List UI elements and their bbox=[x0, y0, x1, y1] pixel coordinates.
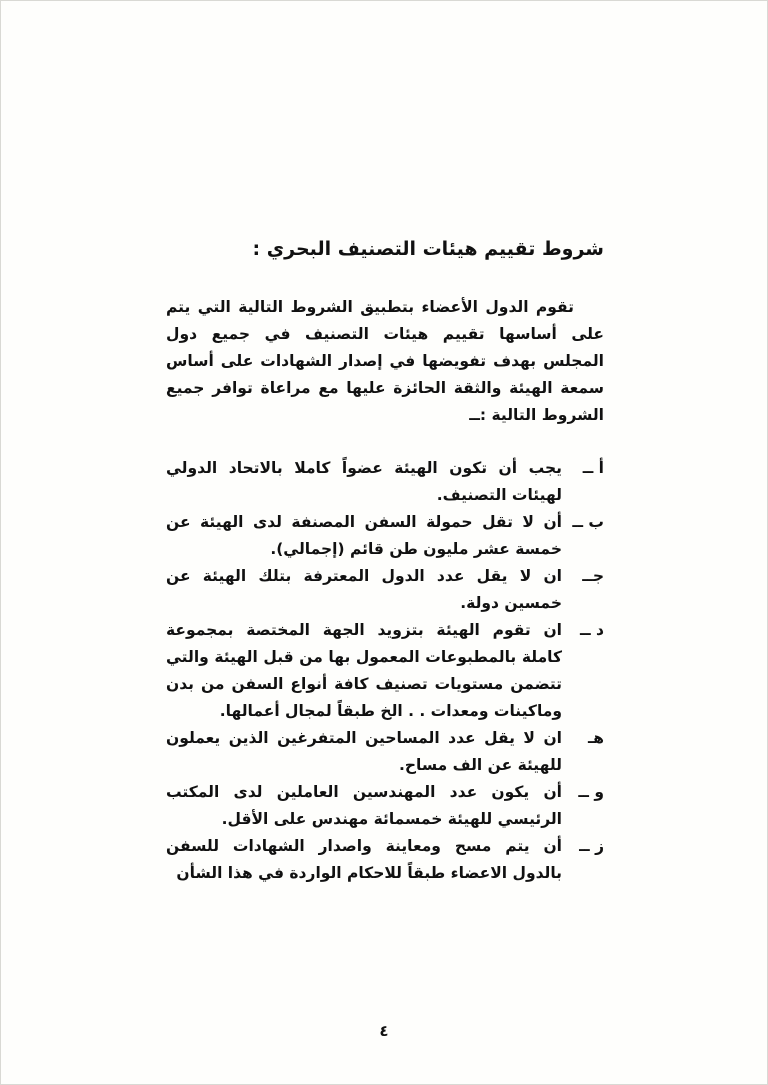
conditions-list bbox=[166, 455, 604, 887]
list-item bbox=[166, 617, 604, 725]
item-text: يجب أن تكون الهيئة عضواً كاملا بالاتحاد الدولي لهيئات التصنيف. bbox=[166, 459, 562, 504]
list-item bbox=[166, 509, 604, 563]
item-label: د ــ bbox=[580, 621, 604, 639]
list-item bbox=[166, 833, 604, 887]
item-label: ب ــ bbox=[572, 513, 604, 531]
item-label: أ ــ bbox=[582, 459, 604, 477]
item-label: هـ bbox=[587, 729, 604, 747]
list-item bbox=[166, 455, 604, 509]
item-text: أن لا تقل حمولة السفن المصنفة لدى الهيئة عن خمسة عشر مليون طن قائم (إجمالي). bbox=[166, 513, 562, 558]
page-content bbox=[166, 238, 604, 887]
item-text: أن يكون عدد المهندسين العاملين لدى المكتب الرئيسي للهيئة خمسمائة مهندس على الأقل. bbox=[166, 783, 562, 828]
list-item bbox=[166, 725, 604, 779]
page-number: ٤ bbox=[379, 1022, 389, 1040]
item-text: أن يتم مسح ومعاينة واصدار الشهادات للسفن بالدول الاعضاء طبقاً للاحكام الواردة في هذا الشأن bbox=[166, 837, 562, 882]
item-text: ان لا يقل عدد المساحين المتفرغين الذين يعملون للهيئة عن الف مساح. bbox=[166, 729, 562, 774]
item-label: جــ bbox=[582, 567, 604, 585]
list-item bbox=[166, 563, 604, 617]
item-label: ز ــ bbox=[579, 837, 604, 855]
item-text: ان تقوم الهيئة بتزويد الجهة المختصة بمجموعة كاملة بالمطبوعات المعمول بها من قبل الهيئة والتي تتضمن مستويات تصنيف كافة أنواع السفن من بدن وماكينات ومعدات . . الخ طبقاً لمجال أعمالها. bbox=[166, 621, 562, 720]
page-title: شروط تقييم هيئات التصنيف البحري : bbox=[252, 238, 604, 260]
list-item bbox=[166, 779, 604, 833]
item-label: و ــ bbox=[578, 783, 604, 801]
item-text: ان لا يقل عدد الدول المعترفة بتلك الهيئة عن خمسين دولة. bbox=[166, 567, 562, 612]
intro-paragraph: تقوم الدول الأعضاء بتطبيق الشروط التالية التي يتم على أساسها تقييم هيئات التصنيف في جميع دول المجلس بهدف تفويضها في إصدار الشهادات على أساس سمعة الهيئة والثقة الحائزة عليها مع مراعاة توافر جميع الشروط التالية :ــ bbox=[166, 298, 604, 424]
